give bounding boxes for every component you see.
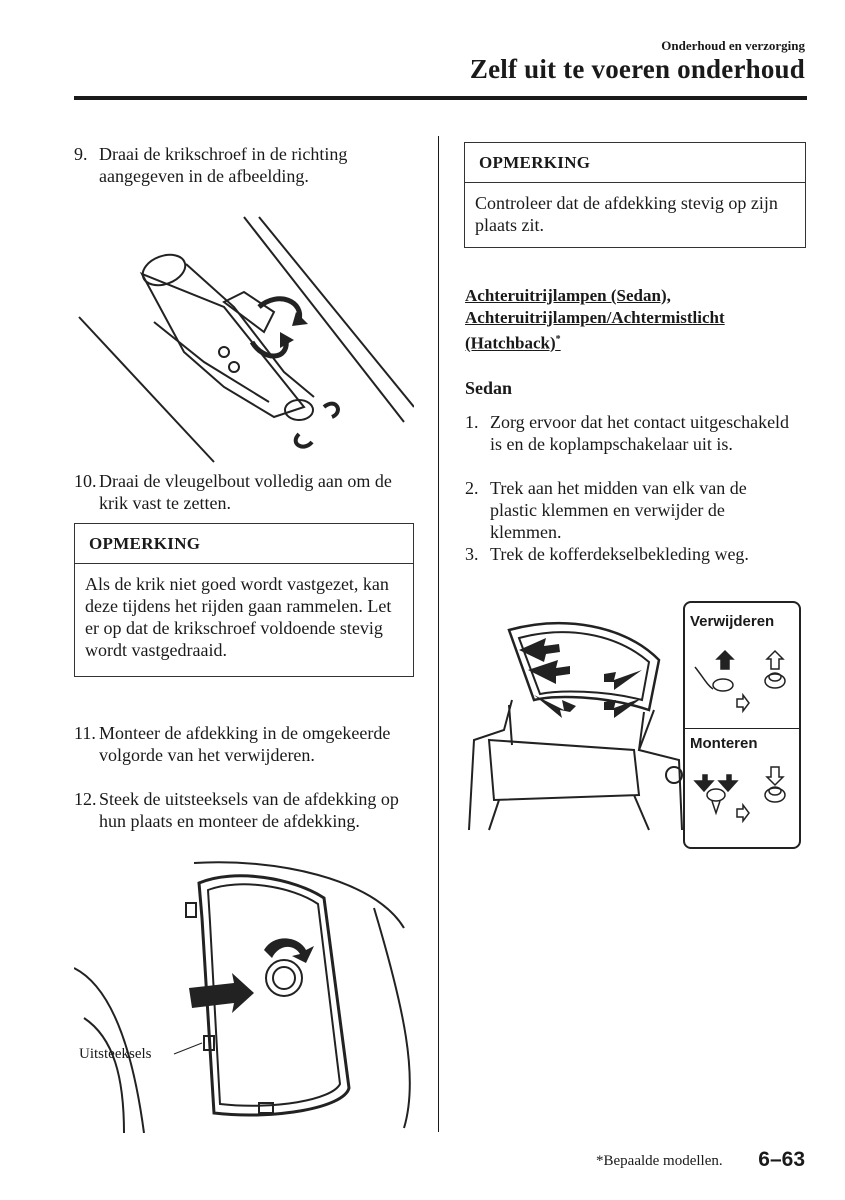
note-box-right [464, 142, 806, 248]
step-12 [74, 788, 419, 832]
step-number: 2. [465, 478, 479, 498]
subsection-heading-line: (Hatchback)* [465, 333, 561, 353]
subsection-heading-line: Achteruitrijlampen (Sedan), [465, 286, 671, 305]
clip-legend-panel [683, 601, 801, 849]
step-text: Monteer de afdekking in de omgekeerde volgorde van het verwijderen. [99, 723, 391, 765]
step-number: 12. [74, 789, 97, 809]
step-text: Trek de kofferdekselbekleding weg. [490, 544, 749, 564]
sedan-step-1 [465, 411, 795, 455]
step-9 [74, 143, 404, 187]
step-number: 9. [74, 144, 88, 164]
note-body: Controleer dat de afdekking stevig op zijn plaats zit. [475, 193, 778, 235]
note-heading: OPMERKING [465, 143, 805, 183]
install-clip-icon [685, 759, 799, 845]
section-label: Onderhoud en verzorging [661, 38, 805, 53]
subsection-heading-line: Achteruitrijlampen/Achtermistlicht [465, 308, 725, 327]
note-heading: OPMERKING [75, 524, 413, 564]
remove-label: Verwijderen [690, 613, 775, 630]
model-footnote-mark: * [555, 334, 561, 345]
step-text: Draai de krikschroef in de richting aangegeven in de afbeelding. [99, 144, 348, 186]
step-number: 3. [465, 544, 479, 564]
cover-caption: Uitsteeksels [79, 1046, 152, 1062]
sedan-step-3 [465, 543, 795, 565]
remove-clip-icon [685, 637, 799, 721]
install-label: Monteren [690, 735, 758, 752]
sedan-step-2 [465, 477, 795, 543]
step-number: 10. [74, 471, 97, 491]
footer-note: *Bepaalde modellen. [596, 1153, 723, 1169]
step-text: Trek aan het midden van elk van de plastic klemmen en verwijder de klemmen. [490, 478, 747, 542]
step-11 [74, 722, 414, 766]
page-number: 6–63 [758, 1148, 805, 1171]
jack-illustration [74, 212, 414, 467]
sedan-heading: Sedan [465, 378, 513, 398]
title-rule [74, 96, 807, 100]
column-divider [438, 136, 439, 1132]
step-text: Zorg ervoor dat het contact uitgeschakeld is en de koplampschakelaar uit is. [490, 412, 790, 454]
page-title: Zelf uit te voeren onderhoud [469, 54, 805, 84]
cover-illustration [74, 858, 419, 1133]
step-number: 1. [465, 412, 479, 432]
note-box-left [74, 523, 414, 677]
subsection-heading [465, 285, 805, 355]
trunk-illustration [464, 600, 684, 832]
step-10 [74, 470, 404, 514]
step-number: 11. [74, 723, 96, 743]
step-text: Draai de vleugelbout volledig aan om de krik vast te zetten. [99, 471, 392, 513]
note-body: Als de krik niet goed wordt vastgezet, kan deze tijdens het rijden gaan rammelen. Let er op dat de krikschroef voldoende stevig wordt vastgedraaid. [85, 574, 392, 660]
step-text: Steek de uitsteeksels van de afdekking op hun plaats en monteer de afdekking. [99, 789, 399, 831]
panel-divider [685, 728, 799, 729]
